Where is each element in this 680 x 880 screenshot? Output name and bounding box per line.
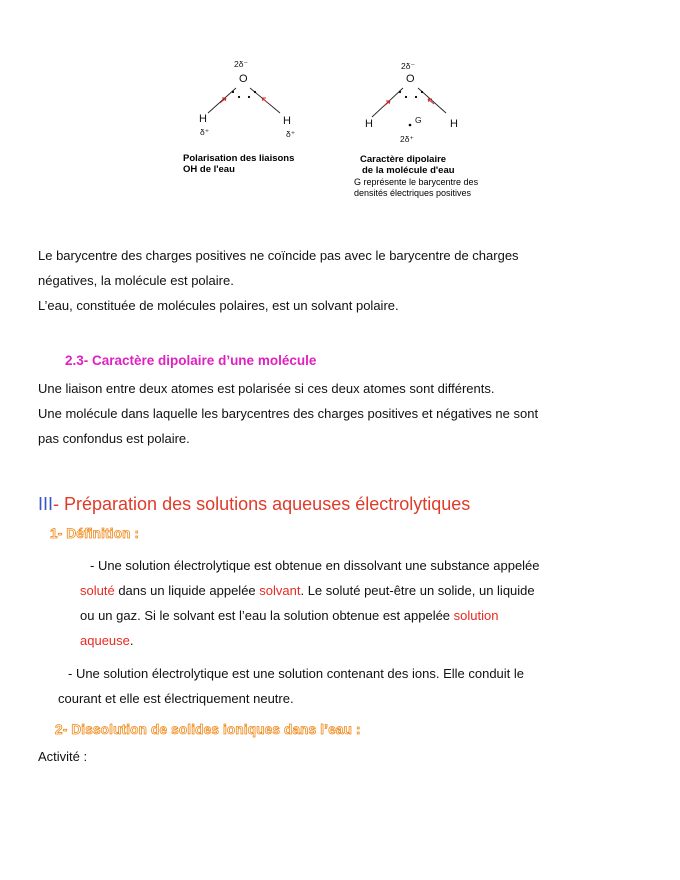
water-polarity-figure [170,55,510,215]
def1-line1-text: - Une solution électrolytique est obtenue en dissolvant une substance appelée [90,558,540,573]
def2-line2: courant et elle est électriquement neutre. [58,691,294,706]
def1-line2-b: . Le soluté peut-être un solide, un liquide [300,583,535,598]
right-note-line2: densités électriques positives [354,188,472,198]
right-charge-g: 2δ⁺ [400,134,414,144]
def1-line3-a: ou un gaz. Si le solvant est l’eau la solution obtenue est appelée [80,608,454,623]
paragraph-barycentre-line2: négatives, la molécule est polaire. [38,273,234,288]
barycentre-g-point [409,124,412,127]
heading-dissolution: 2- Dissolution de solides ioniques dans l’eau : [55,722,361,737]
right-caption [360,154,455,176]
term-solute: soluté [80,583,115,598]
left-bond-oh1 [208,88,236,113]
right-note-line1: G représente le barycentre des [354,177,479,187]
def1-line4 [80,630,540,651]
definition-paragraph-1 [80,555,540,651]
heading-section-iii [38,494,470,515]
left-caption-line1: Polarisation des liaisons [183,153,295,164]
left-charge-h1: δ⁺ [200,127,210,137]
roman-numeral-iii: III [38,494,54,514]
paragraph-barycentre-line1: Le barycentre des charges positives ne coïncide pas avec le barycentre de charges [38,248,519,263]
left-atom-h2: H [283,115,291,127]
section-2-3-line2: Une molécule dans laquelle les barycentres des charges positives et négatives ne sont [38,406,539,421]
def1-line2 [80,580,540,601]
left-caption [183,153,294,175]
right-caption-line2: de la molécule d'eau [362,165,455,176]
right-charge-o: 2δ⁻ [401,61,415,71]
right-dot-1 [399,91,401,93]
heading-section-iii-text: - Préparation des solutions aqueuses électrolytiques [53,494,471,514]
right-dot-4 [421,91,423,93]
term-solution: solution [453,608,499,623]
def1-line2-a: dans un liquide appelée [114,583,260,598]
section-2-3-body [38,378,538,449]
left-dot-3 [248,96,250,98]
right-dot-3 [415,96,417,98]
right-caption-line1: Caractère dipolaire [360,154,447,165]
paragraph-barycentre [38,245,519,316]
right-note [354,177,478,199]
left-caption-line2: OH de l'eau [183,164,235,175]
term-solvant: solvant [259,583,301,598]
left-dot-4 [254,91,256,93]
paragraph-solvant-polaire: L’eau, constituée de molécules polaires, est un solvant polaire. [38,298,399,313]
left-atom-h1: H [199,113,207,125]
right-arrow-1 [384,101,390,106]
def2-line1: - Une solution électrolytique est une solution contenant des ions. Elle conduit le [68,666,525,681]
right-atom-h1: H [365,118,373,130]
term-aqueuse: aqueuse [80,633,130,648]
activite-label: Activité : [38,749,88,764]
left-dot-1 [232,91,234,93]
definition-paragraph-2 [58,663,524,709]
heading-definition: 1- Définition : [50,526,140,541]
left-arrow-2 [262,98,268,103]
right-label-g: G [415,115,422,125]
left-charge-h2: δ⁺ [286,129,296,139]
right-dot-2 [405,96,407,98]
right-atom-h2: H [450,118,458,130]
def1-line3 [80,605,540,626]
section-2-3-line3: pas confondus est polaire. [38,431,190,446]
left-atom-o: O [239,73,248,85]
def1-line1 [80,555,540,576]
heading-2-3: 2.3- Caractère dipolaire d’une molécule [65,353,317,368]
right-atom-o: O [406,73,415,85]
left-arrow-1 [220,98,226,103]
def1-line4-b: . [129,633,134,648]
section-2-3-line1: Une liaison entre deux atomes est polarisée si ces deux atomes sont différents. [38,381,495,396]
left-charge-o: 2δ⁻ [234,59,248,69]
left-dot-2 [238,96,240,98]
